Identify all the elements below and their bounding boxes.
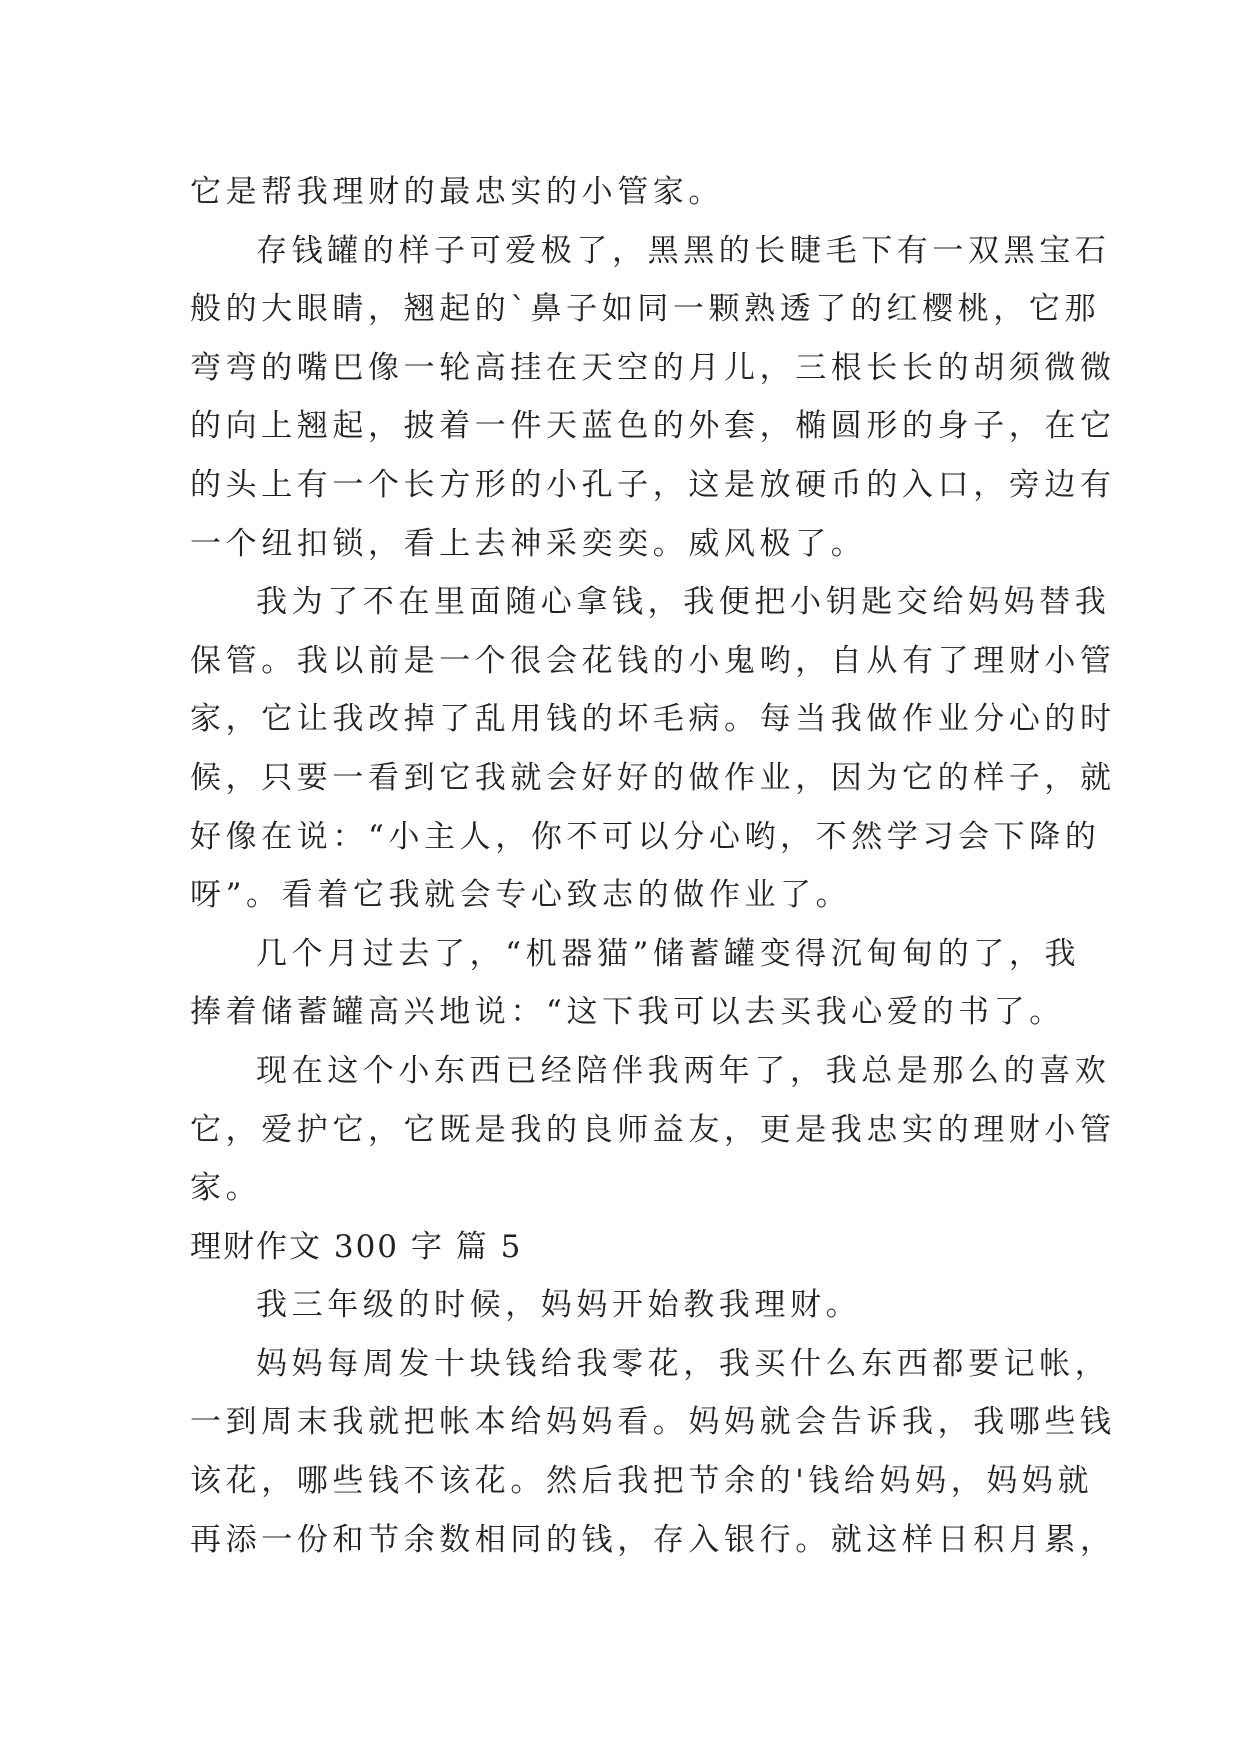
section-heading: 理财作文 300 字 篇 5 — [190, 1228, 523, 1265]
text-line: 弯弯的嘴巴像一轮高挂在天空的月儿，三根长长的胡须微微 — [190, 349, 1116, 386]
text-line: 般的大眼睛，翘起的`鼻子如同一颗熟透了的红樱桃，它那 — [190, 291, 1101, 328]
document-body — [190, 163, 1116, 1569]
text-line: 该花，哪些钱不该花。然后我把节余的'钱给妈妈，妈妈就 — [190, 1463, 1094, 1500]
text-line: 的向上翘起，披着一件天蓝色的外套，椭圆形的身子，在它 — [190, 408, 1116, 445]
paragraph-start-line: 几个月过去了，“机器猫”储蓄罐变得沉甸甸的了，我 — [256, 935, 1081, 972]
text-line: 一个纽扣锁，看上去神采奕奕。威风极了。 — [190, 525, 867, 562]
paragraph-start-line: 妈妈每周发十块钱给我零花，我买什么东西都要记帐， — [256, 1345, 1111, 1382]
paragraph-start-line: 存钱罐的样子可爱极了，黑黑的长睫毛下有一双黑宝石 — [256, 232, 1111, 269]
text-line: 它，爱护它，它既是我的良师益友，更是我忠实的理财小管 — [190, 1111, 1116, 1148]
text-line: 捧着储蓄罐高兴地说：“这下我可以去买我心爱的书了。 — [190, 994, 1065, 1031]
text-line: 一到周末我就把帐本给妈妈看。妈妈就会告诉我，我哪些钱 — [190, 1404, 1116, 1441]
paragraph-start-line: 我为了不在里面随心拿钱，我便把小钥匙交给妈妈替我 — [256, 584, 1111, 621]
text-line: 再添一份和节余数相同的钱，存入银行。就这样日积月累， — [190, 1521, 1116, 1558]
text-line: 好像在说：“小主人，你不可以分心哟，不然学习会下降的 — [190, 818, 1101, 855]
text-line: 它是帮我理财的最忠实的小管家。 — [190, 174, 724, 210]
text-line: 候，只要一看到它我就会好好的做作业，因为它的样子，就 — [190, 759, 1116, 796]
paragraph-start-line: 现在这个小东西已经陪伴我两年了，我总是那么的喜欢 — [256, 1052, 1111, 1089]
paragraph-start-line: 我三年级的时候，妈妈开始教我理财。 — [256, 1287, 862, 1324]
text-line: 呀”。看着它我就会专心致志的做作业了。 — [190, 877, 852, 914]
text-line: 保管。我以前是一个很会花钱的小鬼哟，自从有了理财小管 — [190, 642, 1116, 679]
text-line: 的头上有一个长方形的小孔子，这是放硬币的入口，旁边有 — [190, 466, 1116, 503]
text-line: 家，它让我改掉了乱用钱的坏毛病。每当我做作业分心的时 — [190, 701, 1116, 738]
text-line: 家。 — [190, 1170, 262, 1207]
